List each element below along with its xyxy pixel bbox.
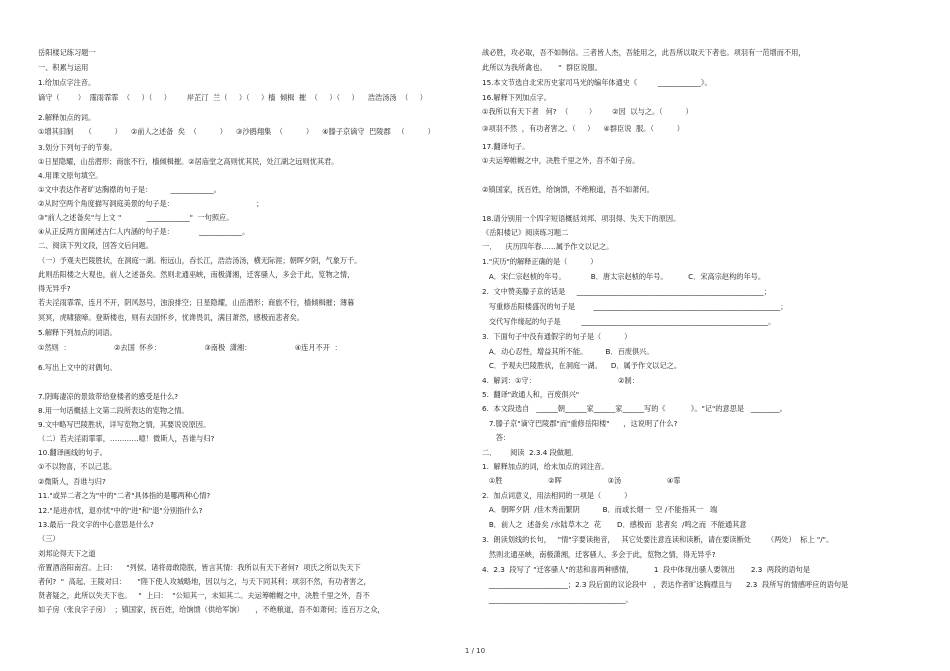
text-line: 1. 解释加点的词，给未加点的词注音。 (482, 462, 609, 471)
text-line: 3. 朗读划线的长句， "情"字要读拖音， 其它处要注意连读和读断，请在要读断处 （两处） 标上 "/"。 (482, 535, 834, 544)
text-line: 写重修岳阳楼盛况的句子是 ____________________________________________________； (482, 302, 788, 311)
text-line: 此则岳阳楼之大观也，前人之述备矣。然则北通巫峡，南极潇湘，迁客骚人，多会于此，览物之情， (38, 270, 355, 279)
text-line: 10.翻译画线的句子。 (38, 448, 107, 457)
text-line: 1.给加点字注音。 (38, 78, 96, 87)
text-line: ①日星隐耀，山岳潜形；商旅不行，樯倾楫摧。②居庙堂之高则忧其民，处江湖之远则忧其君。 (38, 157, 339, 166)
text-line: 2.解释加点的词。 (38, 113, 96, 122)
text-line: 2. 加点词意义，用法相同的一项是（ ） (482, 491, 632, 500)
text-line: 1."庆历"的解释正确的是（ ） (482, 257, 598, 266)
text-line: 《岳阳楼记》阅读练习题二 (482, 228, 569, 237)
text-line: A．朝晖夕阴 /佳木秀而繁阴 B．而或长烟一 空 /不能指其一 端 (482, 505, 718, 514)
text-line: 4.用课文原句填空。 (38, 171, 103, 180)
text-line: 二、阅读下列文段，回答文后问题。 (38, 241, 154, 250)
text-line: 17.翻译句子。 (482, 142, 530, 151)
text-line: 11."或异二者之为"中的"二者"具体指的是哪两种心情? (38, 491, 211, 500)
text-line: 若夫淫雨霏霏，连月不开，阴风怒号，浊浪排空；日星隐耀，山岳潜形；商旅不行，樯倾楫摧；薄暮 (38, 298, 355, 307)
text-line: ①夫运筹帷幄之中，决胜千里之外，吾不如子房。 (482, 156, 640, 165)
text-line: 谪守（ ） 霪雨霏霏 （ ）（ ） 岸芷汀 兰（ ）（ ）樯 倾楫 摧 （ ）（ ） 浩浩汤汤 （ ） (38, 93, 427, 102)
text-line: ①我所以有天下者 何? （ ） ②因 以与之。（ ） (482, 107, 693, 116)
text-line: 交代写作缘起的句子是 ____________________________________________________。 (482, 317, 776, 326)
text-line: ①文中表达作者旷达胸襟的句子是： ____________。 (38, 185, 221, 194)
text-line: 答： (482, 433, 511, 442)
text-line: 6.写出上文中的对偶句。 (38, 363, 117, 372)
text-line: 冥冥，虎啸猿啼。登斯楼也，则有去国怀乡，忧谗畏讥，满目萧然，感极而悲者矣。 (38, 313, 304, 322)
text-line: 7.滕子京"谪守巴陵郡"而"重修岳阳楼" ，这说明了什么? (482, 419, 678, 428)
text-line: ______________________________________。 (482, 595, 633, 604)
text-line: ①然则 ： ②去国 怀乡： ③南极 潇湘： ④连月不开 ： (38, 343, 342, 352)
text-line: （三） (38, 534, 60, 543)
text-line: 6. 本文段选自 ______朝______家______家______写的《 》。"记"的意思是 ________。 (482, 404, 787, 413)
text-line: 5. 翻译"政通人和，百废俱兴" (482, 390, 580, 399)
text-line: ③项羽不然 ，有功者害之。（ ） ④群臣说 服。（ ） (482, 124, 684, 133)
text-line: 此所以为我所禽也。 " 群臣说服。 (482, 63, 602, 72)
text-line: C．予观夫巴陵胜状，在洞庭一湖。 D．属予作文以记之。 (482, 361, 682, 370)
text-line: 18.请分别用一个四字短语概括刘邦、项羽得、失天下的原因。 (482, 214, 681, 223)
text-line: ①增其旧制 （ ） ②前人之述备 矣 （ ） ③沙鸥翔集 （ ） ④滕子京谪守 巴陵郡 （ ） (38, 127, 435, 136)
text-line: 7.阴晦凄凉的景致带给登楼者的感受是什么? (38, 392, 179, 401)
text-line: ①不以物喜，不以己悲。 (38, 462, 117, 471)
text-line: ②微斯人，吾谁与归? (38, 477, 106, 486)
text-line: 刘邦论得天下之道 (38, 549, 96, 558)
text-line: 帝置酒洛阳南宫。上曰： "列侯、诸将毋敢隐朕，皆言其情：我所以有天下者何? 项氏之所以失天下 (38, 563, 361, 572)
text-line: （一）予观夫巴陵胜状，在洞庭一湖。衔远山，吞长江，浩浩汤汤，横无际涯；朝晖夕阴，气象万千。 (38, 256, 362, 265)
text-line: ①胜 ②晖 ③汤 ④霏 (482, 476, 681, 485)
text-line: （二）若夫淫雨霏霏，…………噫！微斯人，吾谁与归? (38, 434, 215, 443)
text-line: 如子房（张良字子房） ；镇国家，抚百姓，给饷馈（供给军饷） ，不绝粮道，吾不如萧何；连百万之众， (38, 605, 385, 614)
text-line: 8.用一句话概括上文第二段所表达的览物之情。 (38, 406, 189, 415)
text-line: ______________________；2.3 段后面的议论段中 ，表达作者旷达胸襟且与 2.3 段所写的情感呼应的语句是 (482, 580, 849, 589)
text-line: 4. 2.3 段写了 "迁客骚人"的悲和喜两种感情， 1 段中体现出骚人要领出 2.3 两段的语句是 (482, 565, 811, 574)
text-line: ③"前人之述备矣"与上文 " ____________" 一句照应。 (38, 213, 234, 222)
text-line: 3. 下面句子中没有通假字的句子是（ ） (482, 332, 632, 341)
text-line: 一、积累与运用 (38, 63, 89, 72)
text-line: ②镇国家，抚百姓，给饷馈，不绝粮道，吾不如萧何。 (482, 185, 654, 194)
text-line: ④从正反两方面阐述古仁人内涵的句子是： ____________。 (38, 227, 250, 236)
page-number: 1 / 10 (464, 647, 486, 655)
text-line: 5.解释下列加点的词语。 (38, 328, 117, 337)
text-line: 13.最后一段文字的中心意思是什么? (38, 520, 154, 529)
text-line: 岳阳楼记练习题一 (38, 48, 96, 57)
text-line: 9.文中略写巴陵胜状，详写览物之情，其要说说原因。 (38, 420, 211, 429)
text-line: 2. 文中赞美滕子京的话是 ____________________________________________________； (482, 287, 771, 296)
text-line: A．动心忍性，增益其所不能。 B．百废俱兴。 (482, 347, 654, 356)
text-line: 得无异乎? (38, 284, 71, 293)
text-line: 然则北通巫峡，南极潇湘，迁客骚人，多会于此，览物之情，得无异乎? (482, 550, 716, 559)
text-line: 3.划分下列句子的节奏。 (38, 143, 117, 152)
text-line: A．宋仁宗赵桢的年号。 B．唐太宗赵桢的年号。 C．宋高宗赵构的年号。 (482, 272, 766, 281)
text-line: 者何? " 高起、王陵对曰： "陛下使人攻城略地，因以与之，与天下同其利；项羽不然，有功者害之， (38, 577, 371, 586)
text-line: 12."是进亦忧，退亦忧"中的"进"和"退"分别指什么? (38, 506, 203, 515)
text-line: 4. 解词：①守： ②制： (482, 376, 639, 385)
text-line: 二． 阅读 2.3.4 段做题． (482, 448, 579, 457)
text-line: B．前人之 述备矣 /水陆草木之 花 D．感极而 悲者矣 /鸣之而 不能通其意 (482, 520, 747, 529)
text-line: ②从时空两个角度描写洞庭美景的句子是： ； (38, 199, 264, 208)
text-line: 一． 庆历四年春……属予作文以记之。 (482, 242, 614, 251)
text-line: 16.解释下列加点字。 (482, 93, 551, 102)
text-line: 15.本文节选自北宋历史家司马光的编年体通史《 ____________》。 (482, 78, 712, 87)
text-line: 战必胜，攻必取，吾不如韩信。三者皆人杰，吾能用之，此吾所以取天下者也。项羽有一范增而不用， (482, 48, 806, 57)
text-line: 贤者疑之，此所以失天下也。 " 上曰： "公知其一，未知其二。夫运筹帷幄之中，决胜千里之外，吾不 (38, 591, 370, 600)
